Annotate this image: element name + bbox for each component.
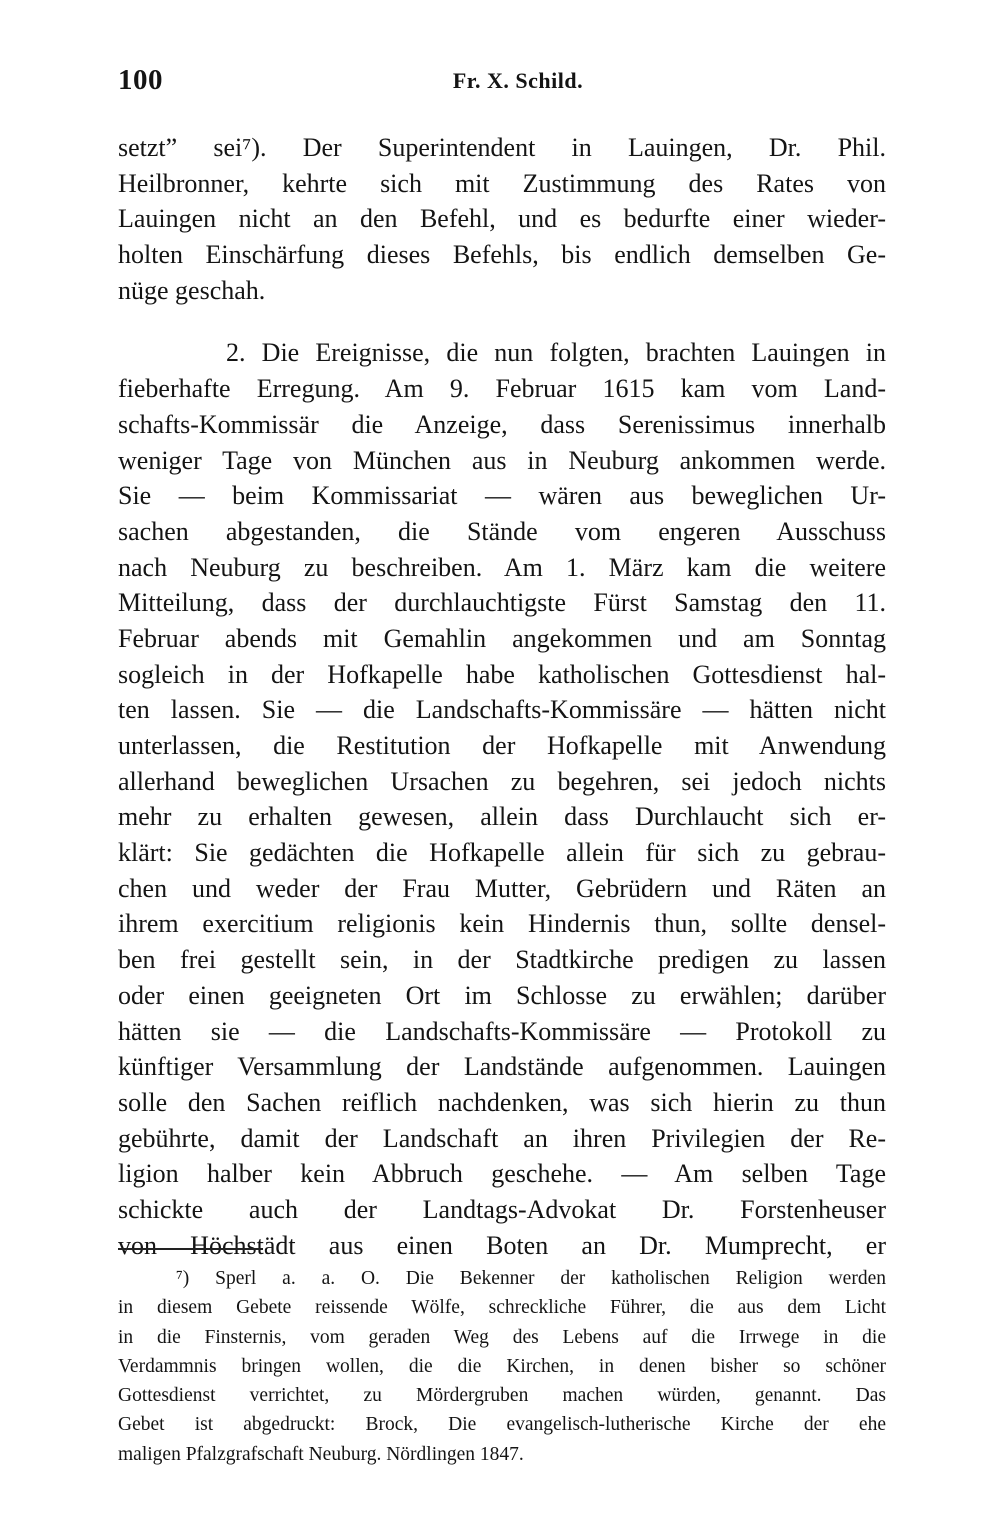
text-line: schickte auch der Landtags-Advokat Dr. Forstenheuser [118,1194,886,1224]
text-line: gebührte, damit der Landschaft an ihren Privilegien der Re- [118,1123,886,1153]
text-line: solle den Sachen reiflich nachdenken, was sich hierin zu thun [118,1087,886,1117]
text-line: ligion halber kein Abbruch geschehe. — Am selben Tage [118,1159,886,1189]
text-line: ten lassen. Sie — die Landschafts-Kommissäre — hätten nicht [118,695,886,725]
footnote-line: Gottesdienst verrichtet, zu Mördergruben machen würden, genannt. Das [118,1385,886,1407]
page-header [118,64,888,104]
footnote-block [118,1264,886,1469]
footnote-divider [118,1248,263,1250]
text-line: Lauingen nicht an den Befehl, und es bedurfte einer wieder- [118,204,886,234]
text-line: ihrem exercitium religionis kein Hindernis thun, sollte densel- [118,909,886,939]
paragraph-gap [118,308,886,335]
text-line: Mitteilung, dass der durchlauchtigste Fürst Samstag den 11. [118,588,886,618]
text-line: ben frei gestellt sein, in der Stadtkirche predigen zu lassen [118,945,886,975]
text-line: mehr zu erhalten gewesen, allein dass Durchlaucht sich er- [118,802,886,832]
page-number: 100 [118,64,163,96]
footnote-line: in die Finsternis, vom geraden Weg des Lebens auf die Irrwege in die [118,1326,886,1348]
text-line: von Höchstädt aus einen Boten an Dr. Mumprecht, er [118,1230,886,1260]
text-line: Februar abends mit Gemahlin angekommen und am Sonntag [118,623,886,653]
text-line: Sie — beim Kommissariat — wären aus beweglichen Ur- [118,481,886,511]
text-line: unterlassen, die Restitution der Hofkapelle mit Anwendung [118,731,886,760]
text-line: setzt” sei⁷). Der Superintendent in Lauingen, Dr. Phil. [118,133,886,162]
body-text [118,130,886,1263]
text-line: sogleich in der Hofkapelle habe katholischen Gottesdienst hal- [118,659,886,689]
text-line: weniger Tage von München aus in Neuburg ankommen werde. [118,445,886,475]
footnote-line: Verdammnis bringen wollen, die die Kirchen, in denen bisher so schöner [118,1355,886,1377]
text-line: Heilbronner, kehrte sich mit Zustimmung des Rates von [118,168,886,198]
text-line: hätten sie — die Landschafts-Kommissäre — Protokoll zu [118,1016,886,1046]
text-line: künftiger Versammlung der Landstände aufgenommen. Lauingen [118,1052,886,1082]
text-line: nüge geschah. [118,275,266,305]
footnote-line: maligen Pfalzgrafschaft Neuburg. Nördlingen 1847. [118,1443,524,1465]
footnote-line: Gebet ist abgedruckt: Brock, Die evangelisch-lutherische Kirche der ehe [118,1414,886,1436]
running-head: Fr. X. Schild. [452,68,584,93]
text-line: holten Einschärfung dieses Befehls, bis endlich demselben Ge- [118,240,886,270]
text-line: fieberhafte Erregung. Am 9. Februar 1615 kam vom Land- [118,374,886,404]
text-line: 2. Die Ereignisse, die nun folgten, brachten Lauingen in [226,338,886,368]
text-line: chen und weder der Frau Mutter, Gebrüdern und Räten an [118,873,886,903]
text-line: klärt: Sie gedächten die Hofkapelle allein für sich zu gebrau- [118,838,886,868]
text-line: allerhand beweglichen Ursachen zu begehren, sei jedoch nichts [118,766,886,796]
text-line: sachen abgestanden, die Stände vom engeren Ausschuss [118,516,886,546]
footnote-line: in diesem Gebete reissende Wölfe, schreckliche Führer, die aus dem Licht [118,1297,886,1319]
text-line: schafts-Kommissär die Anzeige, dass Serenissimus innerhalb [118,409,886,439]
footnote-line: ⁷) Sperl a. a. O. Die Bekenner der katholischen Religion werden [176,1268,886,1289]
text-line: nach Neuburg zu beschreiben. Am 1. März kam die weitere [118,552,886,582]
text-line: oder einen geeigneten Ort im Schlosse zu erwählen; darüber [118,980,886,1010]
